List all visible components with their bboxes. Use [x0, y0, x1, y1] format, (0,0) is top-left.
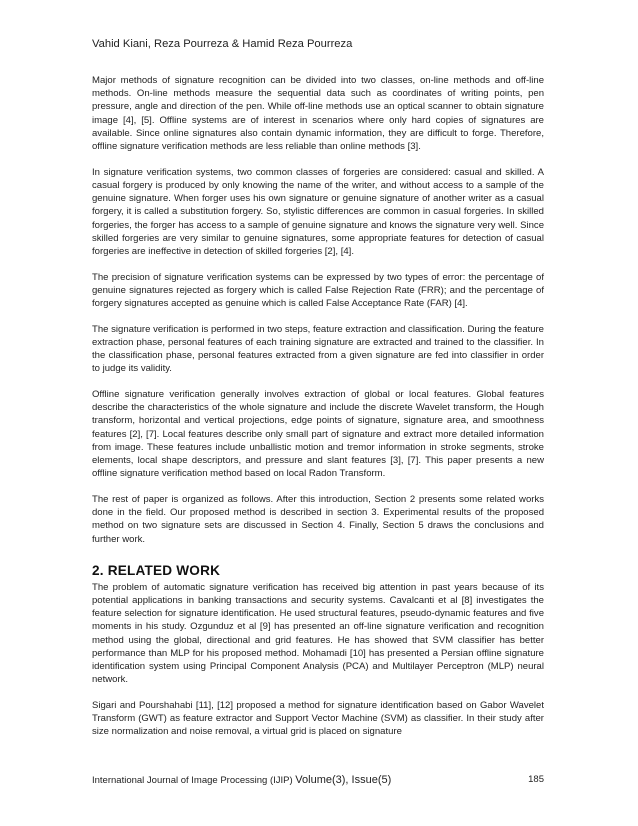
volume-issue: Volume(3), Issue(5): [295, 774, 392, 786]
running-header-authors: Vahid Kiani, Reza Pourreza & Hamid Reza Pourreza: [92, 38, 353, 50]
paragraph: The rest of paper is organized as follows. After this introduction, Section 2 presents some related works done in the field. Our proposed method is described in section 3. Experimental results of the proposed method on two signature sets are discussed in Section 4. Finally, Section 5 draws the conclusions and further work.: [92, 493, 544, 545]
paragraph: Offline signature verification generally involves extraction of global or local features. Global features describe the characteristics of the whole signature and include the discrete Wavelet transform, the Hough transform, horizontal and vertical projections, edge points of signature, signature area, and smoothness features [2], [7]. Local features describe only small part of signature and extract more detailed information from image. These features include unballistic motion and tremor information in stroke segments, stroke elements, local shape descriptors, and pressure and slant features [3], [7]. This paper presents a new offline signature verification method based on local Radon Transform.: [92, 389, 544, 480]
page-number: 185: [528, 774, 544, 785]
paragraph: The signature verification is performed in two steps, feature extraction and classification. During the feature extraction phase, personal features of each training signature are extracted and trained to the classifier. In the classification phase, personal features extracted from a given signature are fed into classifier in order to judge its validity.: [92, 323, 544, 375]
paragraph: Sigari and Pourshahabi [11], [12] proposed a method for signature identification based on Gabor Wavelet Transform (GWT) as feature extractor and Support Vector Machine (SVM) as classifier. In their study after size normalization and noise removal, a virtual grid is placed on signature: [92, 699, 544, 738]
page-footer: [92, 774, 544, 786]
body-text: [92, 74, 544, 751]
paragraph: Major methods of signature recognition can be divided into two classes, on-line methods and off-line methods. On-line methods measure the sequential data such as coordinates of writing points, pen pressure, angle and direction of the pen. While off-line methods use an optical scanner to obtain signature image [4], [5]. Offline systems are of interest in scenarios where only hard copies of signatures are available. Since online signatures also contain dynamic information, they are difficult to forge. Therefore, offline signature verification methods are less reliable than online methods [3].: [92, 75, 544, 153]
paragraph: In signature verification systems, two common classes of forgeries are considered: casual and skilled. A casual forgery is produced by only knowing the name of the writer, and without access to a sample of the genuine signature. When forger uses his own signature or genuine signature of another writer as a casual forgery, it is called a substitution forgery. So, stylistic differences are common in casual forgeries. In skilled forgeries, the forger has access to a sample of genuine signature and knows the signature very well. Since skilled forgeries are very similar to genuine signatures, some appropriate features for detection of casual forgeries are ineffective in detection of skilled forgeries [2], [4].: [92, 166, 544, 257]
section-heading: 2. RELATED WORK: [92, 562, 221, 578]
paragraph: The problem of automatic signature verification has received big attention in past years because of its potential applications in banking transactions and security systems. Cavalcanti et al [8] investigates the feature selection for signature identification. He used structural features, pseudo-dynamic features and five moments in his study. Ozgunduz et al [9] has presented an off-line signature verification and recognition method using the global, directional and grid features. He has showed that SVM classifier has better performance than MLP for his proposed method. Mohamadi [10] has presented a Persian offline signature identification system using Principal Component Analysis (PCA) and Multilayer Perceptron (MLP) neural network.: [92, 581, 544, 686]
paragraph: The precision of signature verification systems can be expressed by two types of error: the percentage of genuine signatures rejected as forgery which is called False Rejection Rate (FRR); and the percentage of forgery signatures accepted as genuine which is called False Acceptance Rate (FAR) [4].: [92, 271, 544, 310]
footer-journal: [92, 774, 391, 786]
journal-name: International Journal of Image Processing (IJIP): [92, 775, 293, 786]
